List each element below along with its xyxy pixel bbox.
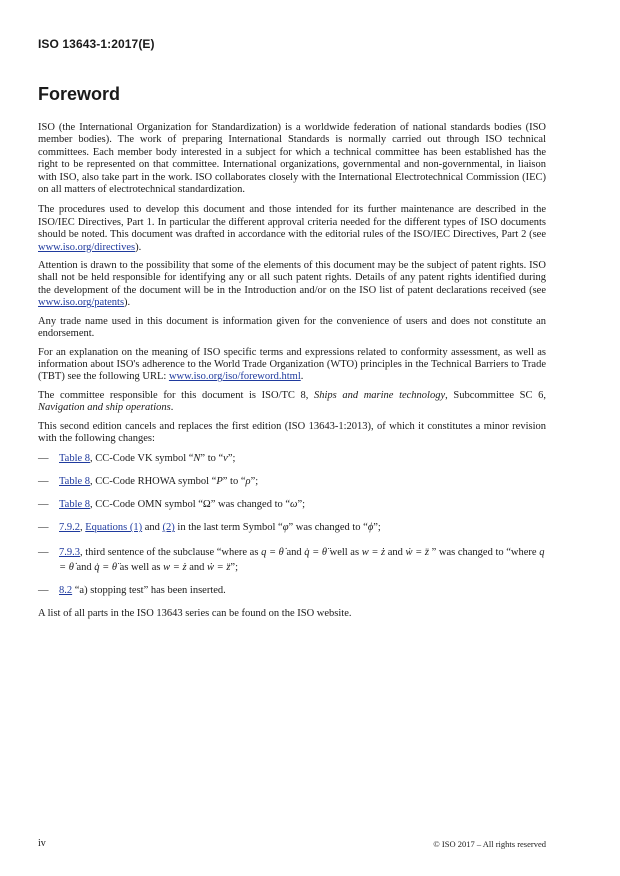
item-text: and [73,561,95,573]
item-text: , third sentence of the subclause “where as [80,546,262,558]
changes-list [38,453,546,598]
page-title: Foreword [38,84,121,104]
item-text: , CC-Code RHOWA symbol “ [90,476,217,488]
directives-link[interactable]: www.iso.org/directives [38,241,136,253]
item-text: well as [326,546,362,558]
paragraph-text: . [170,402,174,414]
list-item [38,522,546,534]
item-text: ” was changed to “where [428,546,540,558]
equation: q = θ̇ [261,546,284,558]
item-text: and [142,522,163,534]
paragraph-text: ). [124,297,131,309]
symbol-old: φ [282,522,289,534]
item-text: ” was changed to “ [288,522,368,534]
dash-bullet: — [38,585,49,597]
paragraph-text: The procedures used to develop this document and those intended for its further maintenance are described in the ISO/IEC Directives, Part 1. In particular the different approval criteria needed for the different types of ISO documents should be noted. This document was drafted in accordance with the editorial rules of the ISO/IEC Directives, Part 2 (see [38,204,546,241]
copyright-notice: © ISO 2017 – All rights reserved [433,839,546,849]
table-8-link[interactable]: Table 8 [59,499,91,511]
list-item [38,453,546,465]
symbol-old: N [193,453,201,465]
equation-1-link[interactable]: Equations (1) [85,522,143,534]
item-text: ” to “ [200,453,224,465]
symbol-new: ϕ [367,522,374,534]
list-item [38,545,546,575]
symbol-new: ω [290,499,298,511]
page-number: iv [38,838,46,849]
equation: w = ż [163,561,187,573]
item-text: and [186,561,207,573]
paragraph-parts-list: A list of all parts in the ISO 13643 series can be found on the ISO website. [38,608,352,620]
item-text: as well as [117,561,164,573]
foreword-body [38,122,546,627]
paragraph-procedures [38,204,546,254]
paragraph-patents [38,260,546,310]
paragraph-text: ). [135,241,142,253]
document-identifier: ISO 13643-1:2017(E) [38,37,155,51]
committee-name: Ships and marine technology [313,389,446,401]
dash-bullet: — [38,522,49,534]
dash-bullet: — [38,453,49,465]
patents-link[interactable]: www.iso.org/patents [38,297,125,309]
paragraph-edition: This second edition cancels and replaces the first edition (ISO 13643-1:2013), of which it constitutes a minor revision with the following changes: [38,420,546,444]
equation: q̇ = θ̈ [304,546,327,558]
clause-7-9-2-link[interactable]: 7.9.2 [59,522,80,534]
paragraph-conformity [38,347,546,384]
symbol-old: P [216,476,223,488]
item-text: “a) stopping test” has been inserted. [72,585,226,597]
foreword-link[interactable]: www.iso.org/iso/foreword.html [168,371,301,383]
symbol-new: ρ [245,476,251,488]
item-text: , [80,522,86,534]
equation: q = θ̇ [59,546,545,573]
item-text: in the last term Symbol “ [174,522,283,534]
item-text: and [385,546,406,558]
item-text: ”; [227,453,236,465]
item-text: ”; [373,522,381,534]
item-text: and [283,546,305,558]
clause-7-9-3-link[interactable]: 7.9.3 [59,546,80,558]
table-8-link[interactable]: Table 8 [59,453,91,465]
dash-bullet: — [38,476,49,488]
symbol-new: v [223,453,228,465]
list-item [38,476,546,488]
paragraph-text: The committee responsible for this document is ISO/TC 8, [38,389,314,401]
paragraph-text: . [300,371,304,383]
list-item [38,585,546,597]
paragraph-text: For an explanation on the meaning of ISO specific terms and expressions related to conformity assessment, as well as information about ISO's adherence to the World Trade Organization (WTO) principles in the Technical Barriers to Trade (TBT) see the following URL: [38,346,546,383]
item-text: ”; [230,561,238,573]
item-text: ”; [250,476,259,488]
equation: q̇ = θ̈ [94,561,118,573]
paragraph-text: Attention is drawn to the possibility that some of the elements of this document may be the subject of patent rights. ISO shall not be held responsible for identifying any or all such patent rights. Details of any patent rights identified during the development of the document will be in the Introduction and/or on the ISO list of patent declarations received (see [38,260,546,296]
equation: ẇ = z̈ [405,546,429,558]
item-text: , CC-Code OMN symbol “Ω” was changed to “ [90,499,291,511]
equation: w = ż [361,546,386,558]
equation: ẇ = z̈ [206,561,231,573]
subcommittee-name: Navigation and ship operations [38,402,171,414]
paragraph-iso-intro: ISO (the International Organization for Standardization) is a worldwide federation of national standards bodies (ISO member bodies). The work of preparing International Standards is normally carried out through ISO technical committees. Each member body interested in a subject for which a technical committee has been established has the right to be represented on that committee. International organizations, governmental and non-governmental, in liaison with ISO, also take part in the work. ISO collaborates closely with the International Electrotechnical Commission (IEC) on all matters of electrotechnical standardization. [38,122,546,196]
table-8-link[interactable]: Table 8 [59,476,91,488]
list-item [38,499,546,511]
paragraph-committee [38,390,546,415]
clause-8-2-link[interactable]: 8.2 [59,585,73,597]
paragraph-text: , Subcommittee SC 6, [445,389,546,401]
item-text: ”; [297,499,306,511]
item-text: ” to “ [222,476,246,488]
equation-2-link[interactable]: (2) [162,522,175,534]
dash-bullet: — [38,499,49,511]
item-text: , CC-Code VK symbol “ [90,453,194,465]
dash-bullet: — [38,546,49,558]
paragraph-trade-name: Any trade name used in this document is information given for the convenience of users and does not constitute an endorsement. [38,315,546,340]
